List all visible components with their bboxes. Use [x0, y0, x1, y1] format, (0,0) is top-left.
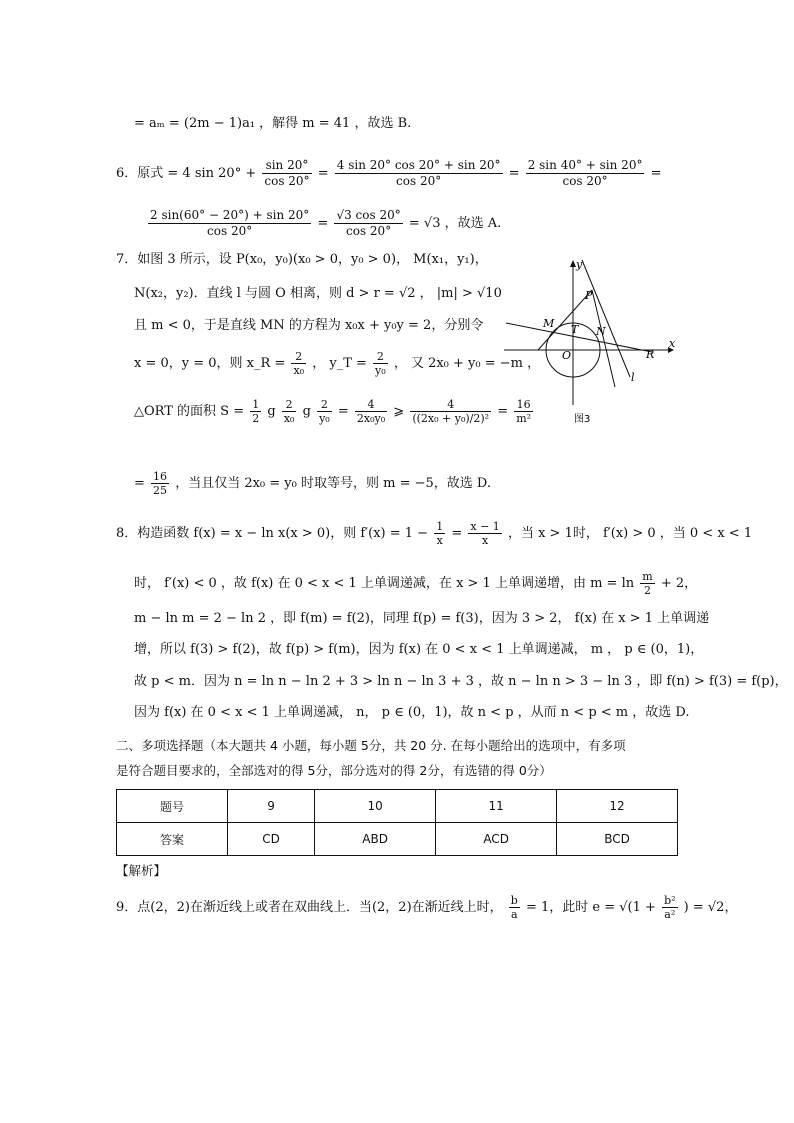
answer-table [116, 789, 678, 856]
tangent-pn [592, 290, 615, 387]
problem-8-line-5: 故 p < m．因为 n = ln n − ln 2 + 3 > ln n − ln 3 + 3 ，故 n − ln n > 3 − ln 3 ，即 f(n) > f(3) = f(p)， [134, 674, 788, 689]
figure-caption: 图3 [574, 414, 591, 425]
section-2-heading: 二、多项选择题（本大题共 4 小题，每小题 5分，共 20 分. 在每小题给出的选项中，有多项 [116, 738, 626, 753]
analysis-heading: 【解析】 [116, 863, 167, 878]
fraction: $\frac{2 \sin 40^\circ + \sin 20^\circ}{\cos 20^\circ}$ [527, 158, 643, 188]
label-t: T [571, 323, 579, 336]
line-l [582, 260, 630, 377]
problem-7-line-4: x = 0，y = 0，则 x_R = $\frac{2}{\text{x₀}}$ ， y_T = $\frac{2}{\text{y₀}}$ ， 又 2x₀ + y₀ = −m ， [134, 350, 541, 377]
section-2-instructions: 是符合题目要求的，全部选对的得 5分，部分选对的得 2分，有选错的得 0分） [116, 763, 552, 778]
problem-8-line-3: m − ln m = 2 − ln 2 ，即 f(m) = f(2)，同理 f(p) = f(3)，因为 3 > 2， f(x) 在 x > 1 上单调递 [134, 611, 710, 626]
table-row [117, 823, 678, 856]
table-cell: 题号 [117, 790, 228, 823]
fraction: $\frac{2}{\text{x₀}}$ [293, 350, 305, 377]
table-cell: 答案 [117, 823, 228, 856]
table-cell: 11 [436, 790, 557, 823]
label-x: x [669, 337, 676, 350]
problem-8-line-1: 8．构造函数 f(x) = x − ln x(x > 0)，则 f′(x) = 1 − $\frac{1}{x}$ = $\frac{x - 1}{x}$ ，当 x > 1时， f′(x) > 0 ，当 0 < x < 1 [116, 520, 753, 547]
table-cell: ABD [315, 823, 436, 856]
table-cell: 9 [228, 790, 315, 823]
problem-7-line-5: △ORT 的面积 S = $\frac{1}{2}$ g $\frac{2}{\text{x₀}}$ g $\frac{2}{\text{y₀}}$ = $\frac{4}{\text{2x₀y₀}}$ ⩾ $\frac{4}{\text{((2x₀ + y₀)/2)²}}$ = $\frac{16}{\text{m²}}$ [134, 398, 532, 425]
problem-7-line-2: N(x₂，y₂)．直线 l 与圆 O 相离，则 d > r = √2 ， |m| > √10 [134, 286, 502, 301]
text: 6．原式 = 4 sin 20° + [116, 166, 257, 181]
label-m: M [543, 317, 555, 330]
problem-9-line-1: 9．点(2，2)在渐近线上或者在双曲线上．当(2，2)在渐近线上时， $\frac{b}{a}$ = 1，此时 e = √(1 + $\frac{\text{b²}}{\text{a²}}$ ) = √2， [116, 894, 738, 921]
fraction: $\frac{2}{\text{y₀}}$ [375, 350, 386, 377]
label-y: y [576, 258, 583, 271]
fraction: $\frac{\sin 20^\circ}{\cos 20^\circ}$ [264, 158, 310, 188]
line-mn [506, 323, 652, 352]
figure-3-diagram [500, 255, 680, 430]
table-cell: CD [228, 823, 315, 856]
table-cell: ACD [436, 823, 557, 856]
problem-7-line-6: = $\frac{16}{25}$ ，当且仅当 2x₀ = y₀ 时取等号，则 m = −5，故选 D. [134, 470, 491, 497]
problem-6-line-2: $\frac{2 \sin(60^\circ - 20^\circ) + \sin 20^\circ}{\cos 20^\circ}$ = $\frac{√3 \cos 20^\circ}{\cos 20^\circ}$ = √3 ，故选 A. [150, 208, 502, 238]
label-r: R [646, 348, 655, 361]
table-cell: BCD [557, 823, 678, 856]
problem-8-line-4: 增，所以 f(3) > f(2)，故 f(p) > f(m)，因为 f(x) 在 0 < x < 1 上单调递减， m ， p ∈ (0，1)， [134, 642, 704, 657]
label-p: P [585, 289, 593, 302]
table-cell: 12 [557, 790, 678, 823]
fraction: $\frac{2 \sin(60^\circ - 20^\circ) + \sin 20^\circ}{\cos 20^\circ}$ [150, 208, 310, 238]
problem-6-line-1: 6．原式 = 4 sin 20° + $\frac{\sin 20^\circ}{\cos 20^\circ}$ = $\frac{4 \sin 20^\circ \cos 20^\circ + \sin 20^\circ}{\cos 20^\circ}$ = $\frac{2 \sin 40^\circ + \sin 20^\circ}{\cos 20^\circ}$ = [116, 158, 662, 188]
label-l: l [631, 371, 635, 384]
fraction: $\frac{√3 \cos 20^\circ}{\cos 20^\circ}$ [336, 208, 401, 238]
table-cell: 10 [315, 790, 436, 823]
problem-7-line-1: 7．如图 3 所示，设 P(x₀，y₀)(x₀ > 0，y₀ > 0)， M(x₁，y₁)， [116, 252, 488, 267]
problem-8-line-2: 时， f′(x) < 0 ，故 f(x) 在 0 < x < 1 上单调递减，在 x > 1 上单调递增，由 m = ln $\frac{m}{2}$ + 2， [134, 570, 698, 597]
problem-7-line-3: 且 m < 0，于是直线 MN 的方程为 x₀x + y₀y = 2，分别令 [134, 318, 484, 333]
problem-8-line-6: 因为 f(x) 在 0 < x < 1 上单调递减， n， p ∈ (0，1)，故 n < p ，从而 n < p < m ，故选 D. [134, 705, 690, 720]
label-n: N [596, 325, 606, 338]
table-row [117, 790, 678, 823]
fraction: $\frac{4 \sin 20^\circ \cos 20^\circ + \sin 20^\circ}{\cos 20^\circ}$ [336, 158, 501, 188]
text-line: = aₘ = (2m − 1)a₁ ，解得 m = 41 ，故选 B. [134, 116, 412, 131]
label-o: O [562, 349, 572, 362]
